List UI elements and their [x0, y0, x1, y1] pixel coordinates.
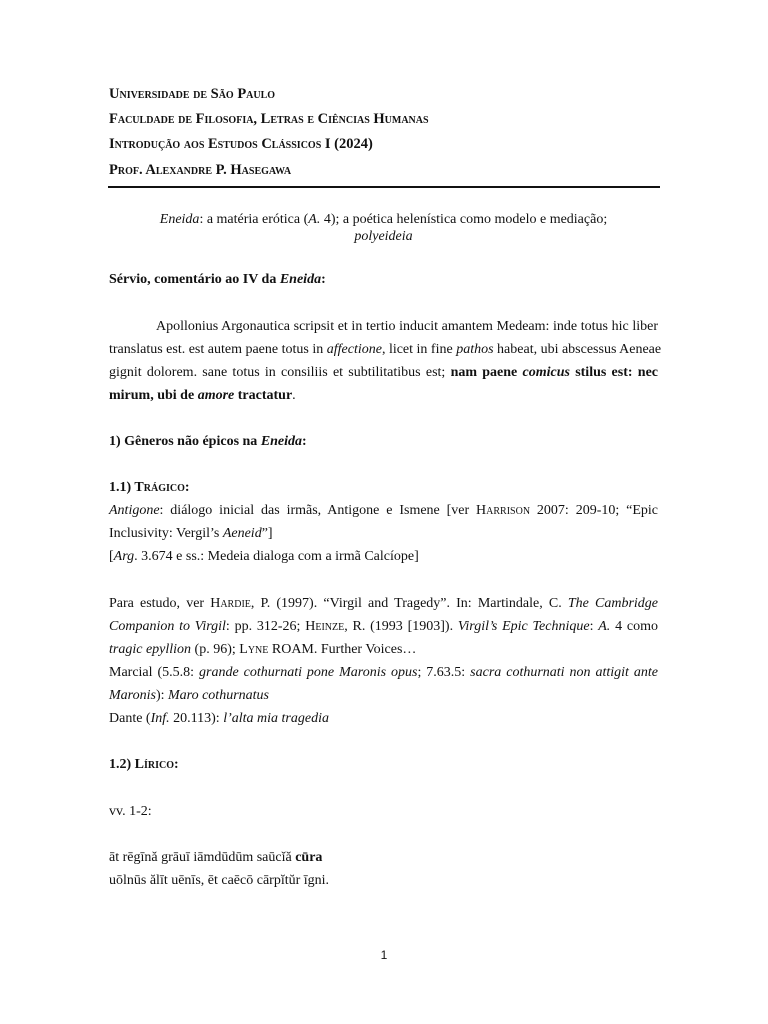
subtitle-text-b: : a matéria erótica ( [199, 212, 309, 227]
tragic-l1-d: 2007: 209-10; “Epic [530, 503, 658, 518]
section-1-heading-colon: : [302, 434, 307, 449]
study-l3-a: tragic epyllion [109, 642, 192, 657]
study-l2-e: Virgil’s Epic Technique [457, 619, 590, 634]
study-line-1 [109, 596, 658, 612]
servius-l2-a: translatus est. est autem paene totus in [109, 342, 327, 357]
subtitle-line-1 [109, 212, 658, 228]
section-1-heading-eneida: Eneida [260, 434, 303, 449]
martial-line-1 [109, 665, 658, 681]
tragic-l3-a: [ [109, 549, 114, 564]
servius-l4-b: amore [197, 388, 235, 403]
subtitle-text-d: 4); a poética helenística como modelo e mediação; [320, 212, 608, 227]
martial-l2-a: Maronis [109, 688, 156, 703]
servius-l4-d: . [292, 388, 296, 403]
header-faculty: Faculdade de Filosofia, Letras e Ciências Humanas [109, 111, 429, 127]
study-l1-d: The Cambridge [567, 596, 658, 611]
tragic-l2-c: ”] [261, 526, 273, 541]
header-professor: Prof. Alexandre P. Hasegawa [109, 162, 292, 178]
tragic-l1-a: Antigone [109, 503, 160, 518]
verse-2: uōlnūs ălīt uēnīs, ēt caēcō cārpĭtŭr īgni. [109, 873, 330, 888]
servius-l2-d: pathos [456, 342, 494, 357]
study-l3-c: Lyne [239, 642, 269, 657]
dante-a: Dante ( [109, 711, 151, 726]
tragic-line-3 [109, 549, 658, 565]
servius-heading-eneida: Eneida [279, 272, 322, 287]
header-university: Universidade de São Paulo [109, 86, 276, 102]
dante-c: 20.113): [169, 711, 224, 726]
servius-l3-d: stilus est: nec [569, 365, 659, 380]
subtitle-eneida: Eneida [159, 212, 200, 227]
servius-line-2 [109, 342, 662, 358]
study-l2-c: Heinze [305, 619, 345, 634]
tragic-l2-b: Aeneid [222, 526, 262, 541]
study-l3-d: ROAM. Further Voices… [268, 642, 417, 657]
subtitle-polyeideia: polyeideia [354, 229, 413, 244]
martial-l1-b: grande cothurnati pone Maronis opus [199, 665, 418, 680]
study-l1-a: Para estudo, ver [109, 596, 211, 611]
servius-line-3 [109, 365, 658, 381]
subtitle-line-2 [109, 229, 658, 245]
study-l2-a: Companion to Virgil [109, 619, 226, 634]
tragic-l2-a: Inclusivity: Vergil’s [109, 526, 223, 541]
servius-line-1 [109, 319, 658, 335]
martial-line-2 [109, 688, 658, 704]
martial-l2-c: Maro cothurnatus [168, 688, 269, 703]
servius-l2-b: affectione [326, 342, 382, 357]
tragic-line-1 [109, 503, 658, 519]
study-l3-b: (p. 96); [191, 642, 240, 657]
servius-l4-c: tractatur [234, 388, 293, 403]
page-number: 1 [380, 948, 388, 962]
tragic-l3-b: Arg [113, 549, 135, 564]
martial-l1-a: Marcial (5.5.8: [109, 665, 200, 680]
dante-d: l’alta mia tragedia [223, 711, 329, 726]
servius-l1-text: Apollonius Argonautica scripsit et in tertio inducit amantem Medeam: inde totus hic liber [156, 319, 658, 334]
study-l2-b: : pp. 312-26; [225, 619, 306, 634]
study-l2-g: A. [598, 619, 611, 634]
dante-line [109, 711, 658, 727]
tragic-l1-b: : diálogo inicial das irmãs, Antigone e Ismene [ver [159, 503, 477, 518]
study-l1-c: , P. (1997). “Virgil and Tragedy”. In: Martindale, C. [250, 596, 568, 611]
dante-b: Inf. [150, 711, 170, 726]
servius-l2-c: , licet in fine [381, 342, 457, 357]
verses-label: vv. 1-2: [109, 804, 152, 819]
servius-heading [109, 272, 658, 288]
section-1-heading [109, 434, 658, 450]
study-l2-h: 4 como [610, 619, 658, 634]
lyric-heading: 1.2) Lírico: [109, 757, 179, 772]
servius-l2-e: habeat, ubi abscessus Aeneae [493, 342, 662, 357]
study-l2-d: , R. (1993 [1903]). [344, 619, 458, 634]
martial-l1-c: ; 7.63.5: [417, 665, 471, 680]
verse-1-a: āt rēgīnă grāuī iāmdūdūm saūcĭă [109, 850, 296, 865]
verse-1 [109, 850, 658, 866]
section-1-heading-text: 1) Gêneros não épicos na [109, 434, 261, 449]
martial-l1-d: sacra cothurnati non attigit ante [470, 665, 658, 680]
servius-l4-a: mirum, ubi de [109, 388, 198, 403]
tragic-line-2 [109, 526, 658, 542]
study-line-2 [109, 619, 658, 635]
study-l2-f: : [589, 619, 599, 634]
verse-1-cura: cūra [295, 850, 323, 865]
tragic-l1-c: Harrison [476, 503, 531, 518]
servius-l3-b: nam paene [450, 365, 523, 380]
servius-l3-c: comicus [522, 365, 570, 380]
subtitle-text-c: A. [308, 212, 321, 227]
header-course: Introdução aos Estudos Clássicos I (2024) [109, 136, 373, 152]
tragic-heading: 1.1) Trágico: [109, 480, 190, 495]
study-line-3 [109, 642, 658, 658]
tragic-l3-c: . 3.674 e ss.: Medeia dialoga com a irmã Calcíope] [134, 549, 419, 564]
study-l1-b: Hardie [210, 596, 251, 611]
servius-heading-text: Sérvio, comentário ao IV da [109, 272, 280, 287]
martial-l2-b: ): [155, 688, 168, 703]
servius-line-4 [109, 388, 658, 404]
servius-l3-a: gignit dolorem. sane totus in consiliis et subtilitatibus est; [109, 365, 451, 380]
header-divider [108, 186, 660, 188]
servius-heading-colon: : [321, 272, 326, 287]
